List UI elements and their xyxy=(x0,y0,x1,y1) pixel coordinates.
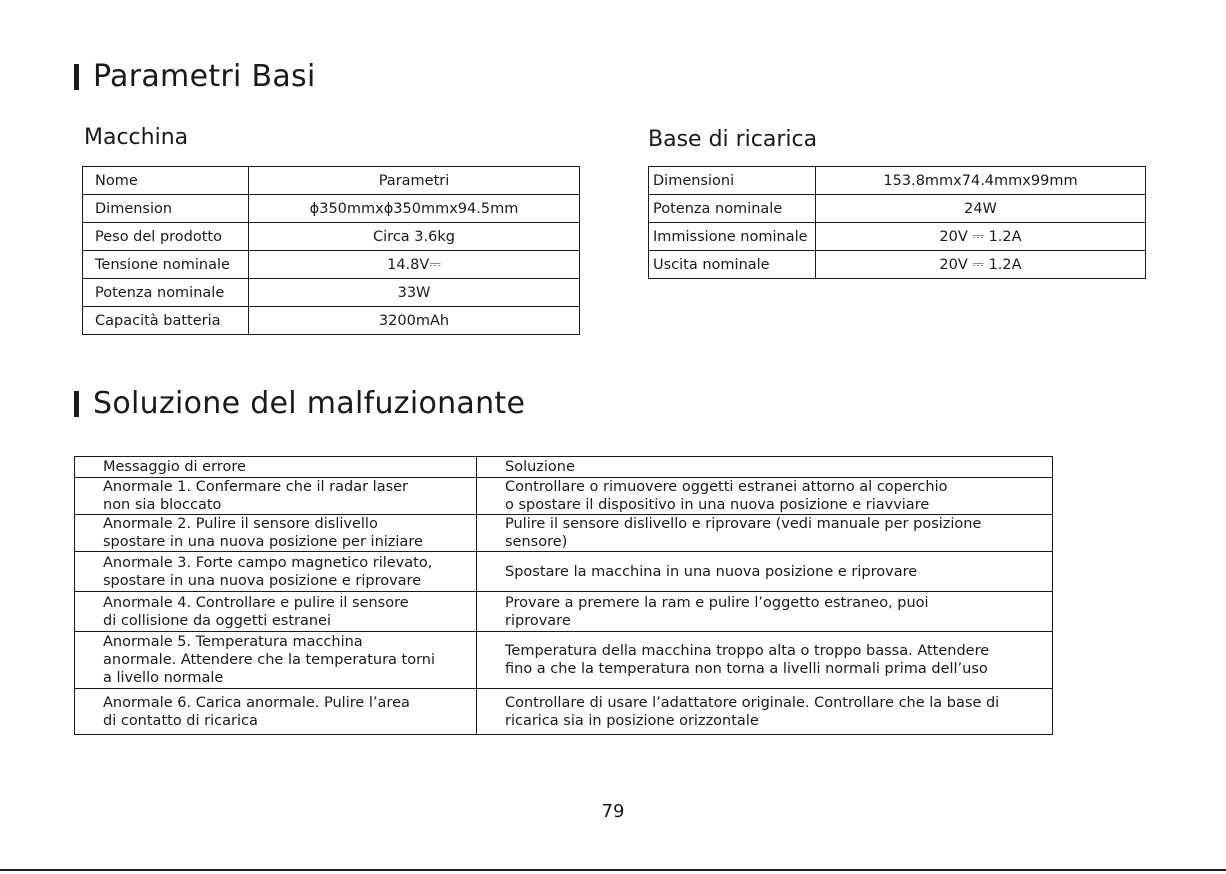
fault-error-line: anormale. Attendere che la temperatura torni xyxy=(103,652,436,668)
fault-row xyxy=(75,689,1053,735)
base-spec-row xyxy=(649,195,1146,223)
fault-solution-line: Controllare o rimuovere oggetti estranei attorno al coperchio xyxy=(505,479,948,495)
base-spec-table xyxy=(648,166,1146,279)
machine-spec-label: Peso del prodotto xyxy=(83,223,249,251)
fault-solution-line: Temperatura della macchina troppo alta o troppo bassa. Attendere xyxy=(505,643,990,659)
fault-solution-line: Provare a premere la ram e pulire l’oggetto estraneo, puoi xyxy=(505,594,929,611)
fault-row xyxy=(75,478,1053,515)
fault-error-line: Anormale 5. Temperatura macchina xyxy=(103,634,363,650)
fault-solution-cell xyxy=(477,592,1053,632)
base-spec-row xyxy=(649,223,1146,251)
machine-title: Macchina xyxy=(84,125,189,150)
machine-spec-row xyxy=(83,223,580,251)
base-spec-value: 20V ⎓ 1.2A xyxy=(816,251,1146,279)
base-spec-label: Immissione nominale xyxy=(649,223,816,251)
page-number: 79 xyxy=(601,801,625,822)
fault-error-line: Anormale 2. Pulire il sensore dislivello xyxy=(103,516,378,532)
machine-spec-row xyxy=(83,167,580,195)
fault-error-line: Anormale 3. Forte campo magnetico rilevato, xyxy=(103,554,433,571)
fault-error-cell xyxy=(75,632,477,689)
fault-solution-line: ricarica sia in posizione orizzontale xyxy=(505,712,759,729)
base-spec-value: 24W xyxy=(816,195,1146,223)
fault-solution-cell xyxy=(477,478,1053,515)
fault-solution-line: Pulire il sensore dislivello e riprovare (vedi manuale per posizione xyxy=(505,516,982,532)
base-spec-label: Dimensioni xyxy=(649,167,816,195)
fault-error-line: di collisione da oggetti estranei xyxy=(103,612,331,629)
fault-header-error: Messaggio di errore xyxy=(75,457,477,478)
fault-solution-line: fino a che la temperatura non torna a livelli normali prima dell’uso xyxy=(505,661,988,677)
fault-error-line: di contatto di ricarica xyxy=(103,712,258,729)
fault-error-cell xyxy=(75,689,477,735)
fault-error-cell xyxy=(75,515,477,552)
machine-spec-value: Circa 3.6kg xyxy=(249,223,580,251)
section-title-text: Soluzione del malfuzionante xyxy=(93,386,526,421)
fault-row xyxy=(75,592,1053,632)
machine-spec-table xyxy=(82,166,580,335)
machine-spec-row xyxy=(83,307,580,335)
fault-header-solution: Soluzione xyxy=(477,457,1053,478)
fault-solution-cell xyxy=(477,632,1053,689)
fault-error-cell xyxy=(75,592,477,632)
section-title-parametri xyxy=(74,59,316,95)
base-spec-value: 153.8mmx74.4mmx99mm xyxy=(816,167,1146,195)
fault-solution-line: riprovare xyxy=(505,612,571,629)
base-spec-row xyxy=(649,251,1146,279)
section-bar xyxy=(74,391,79,417)
fault-header-row xyxy=(75,457,1053,478)
fault-row xyxy=(75,515,1053,552)
base-title: Base di ricarica xyxy=(648,127,818,152)
machine-spec-value: 3200mAh xyxy=(249,307,580,335)
machine-spec-value: 14.8V⎓ xyxy=(249,251,580,279)
fault-error-line: Anormale 4. Controllare e pulire il sensore xyxy=(103,594,409,611)
fault-solution-line: Controllare di usare l’adattatore originale. Controllare che la base di xyxy=(505,694,1000,711)
fault-error-line: Anormale 6. Carica anormale. Pulire l’area xyxy=(103,694,410,711)
section-title-text: Parametri Basi xyxy=(93,59,316,94)
machine-spec-value: Parametri xyxy=(249,167,580,195)
fault-solution-line: sensore) xyxy=(505,534,568,550)
fault-table xyxy=(74,456,1053,735)
base-spec-label: Uscita nominale xyxy=(649,251,816,279)
bottom-rule xyxy=(0,869,1226,871)
fault-row xyxy=(75,632,1053,689)
machine-spec-label: Potenza nominale xyxy=(83,279,249,307)
fault-error-line: spostare in una nuova posizione e riprovare xyxy=(103,572,422,589)
section-bar xyxy=(74,64,79,90)
machine-spec-row xyxy=(83,279,580,307)
fault-error-cell xyxy=(75,552,477,592)
fault-row xyxy=(75,552,1053,592)
fault-solution-cell xyxy=(477,689,1053,735)
base-spec-row xyxy=(649,167,1146,195)
fault-solution-cell xyxy=(477,515,1053,552)
fault-solution-line: o spostare il dispositivo in una nuova posizione e riavviare xyxy=(505,497,930,513)
fault-solution-line: Spostare la macchina in una nuova posizione e riprovare xyxy=(505,563,918,580)
base-spec-value: 20V ⎓ 1.2A xyxy=(816,223,1146,251)
section-title-soluzione xyxy=(74,386,525,422)
fault-error-line: spostare in una nuova posizione per iniziare xyxy=(103,534,423,550)
machine-spec-label: Dimension xyxy=(83,195,249,223)
machine-spec-label: Nome xyxy=(83,167,249,195)
fault-error-cell xyxy=(75,478,477,515)
machine-spec-label: Tensione nominale xyxy=(83,251,249,279)
fault-error-line: a livello normale xyxy=(103,670,224,686)
fault-error-line: Anormale 1. Confermare che il radar laser xyxy=(103,479,409,495)
base-spec-label: Potenza nominale xyxy=(649,195,816,223)
fault-error-line: non sia bloccato xyxy=(103,497,222,513)
machine-spec-row xyxy=(83,251,580,279)
machine-spec-row xyxy=(83,195,580,223)
machine-spec-value: 33W xyxy=(249,279,580,307)
machine-spec-label: Capacità batteria xyxy=(83,307,249,335)
fault-solution-cell xyxy=(477,552,1053,592)
machine-spec-value: ɸ350mmxɸ350mmx94.5mm xyxy=(249,195,580,223)
